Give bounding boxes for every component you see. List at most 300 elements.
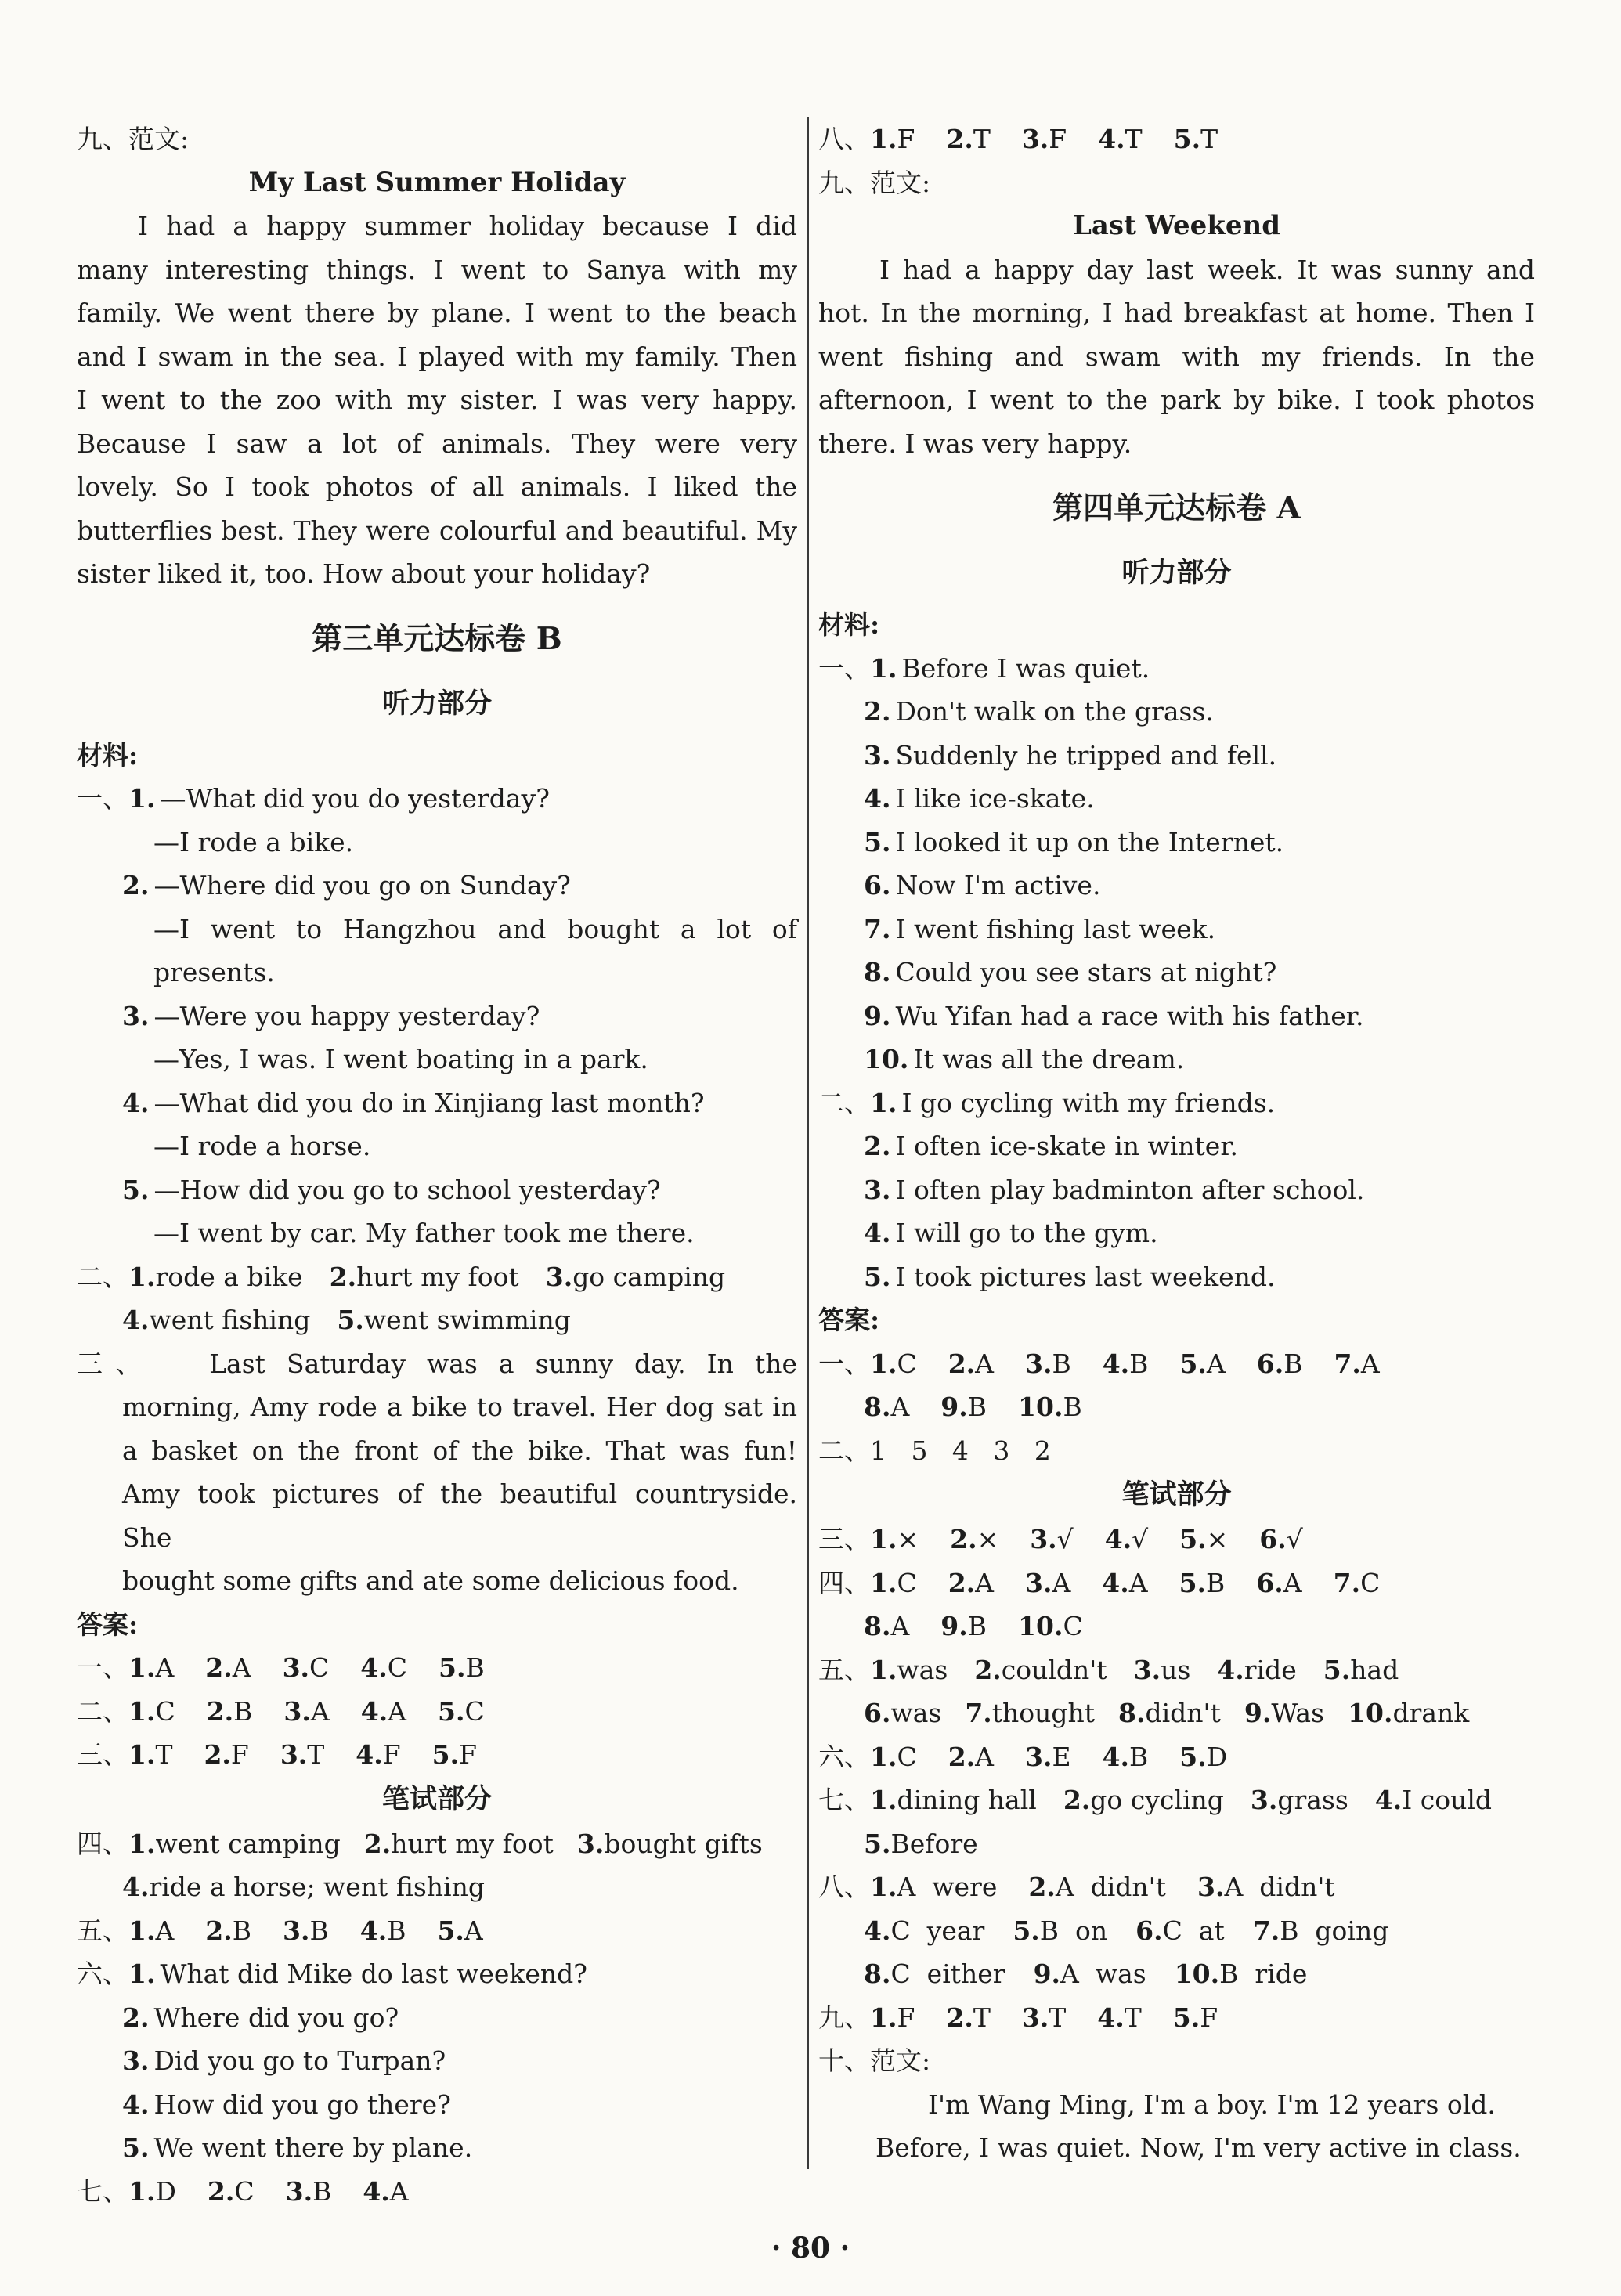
item-number: 4. [122, 2088, 150, 2120]
essay-label: 十、范文: [818, 2045, 931, 2076]
item-answer: T [973, 124, 991, 154]
item-text: —I went to Hangzhou and bought a lot of [153, 913, 797, 944]
item-number: 5. [864, 1261, 891, 1292]
item-answer: F [382, 1739, 401, 1770]
item-text: Suddenly he tripped and fell. [895, 739, 1277, 771]
item-number: 2. [974, 1654, 1002, 1685]
answer-line [818, 1518, 1535, 1561]
item-answer: B [967, 1392, 987, 1422]
item-number: 3. [864, 1174, 891, 1205]
passage-line: Amy took pictures of the beautiful countryside. She [122, 1478, 797, 1553]
item-answer: B [1283, 1348, 1303, 1379]
item-answer: F [459, 1739, 478, 1770]
item-number: 4. [864, 1218, 891, 1248]
item-answer: C year [890, 1915, 985, 1946]
item-answer: F [897, 124, 915, 154]
listening-sentences [818, 1081, 1535, 1299]
item-number: 8. [864, 1958, 891, 1989]
answer-prefix: 六、 [818, 1741, 870, 1772]
item-number: 6. [1135, 1915, 1163, 1946]
item-number: 5. [1173, 124, 1201, 154]
item-answer: B on [1039, 1915, 1108, 1946]
answer-sentences [77, 1952, 797, 2170]
answer-line [77, 1646, 797, 1690]
right-column [818, 117, 1535, 2170]
answer-line [818, 1429, 1535, 1473]
answer-line [818, 1385, 1535, 1429]
item-text: Before I was quiet. [901, 652, 1150, 684]
answer-prefix: 八、 [818, 124, 870, 154]
item-number: 3. [1025, 1567, 1052, 1598]
essay-title: My Last Summer Holiday [248, 166, 626, 198]
unit-heading: 第三单元达标卷 B [312, 620, 562, 657]
item-number: 4. [122, 1087, 150, 1118]
column-divider [807, 117, 809, 2169]
item-answer: E [1052, 1741, 1071, 1772]
list-item [77, 1952, 797, 1996]
item-number: 9. [864, 1000, 891, 1031]
item-answer: C [155, 1695, 175, 1727]
item-number: 2. [1063, 1785, 1091, 1815]
item-number: 1. [870, 652, 897, 684]
item-answer: C at [1162, 1915, 1225, 1946]
item-answer: I could [1402, 1785, 1493, 1815]
item-number: 2. [948, 1567, 976, 1598]
essay-line: afternoon, I went to the park by bike. I took photos [818, 384, 1535, 415]
answer-line [818, 1909, 1535, 1953]
item-answer: went swimming [363, 1305, 571, 1335]
list-item [818, 647, 1535, 691]
item-text: presents. [153, 957, 275, 987]
passage-line: morning, Amy rode a bike to travel. Her dog sat in [122, 1392, 797, 1422]
item-number: 2. [329, 1261, 357, 1292]
list-item [818, 690, 1535, 734]
item-number: 4. [864, 783, 891, 814]
item-number: 7. [1252, 1915, 1280, 1946]
list-item [818, 1125, 1535, 1168]
item-answer: grass [1277, 1785, 1348, 1815]
written-heading: 笔试部分 [381, 1782, 492, 1815]
item-number: 4. [1374, 1785, 1403, 1815]
item-answer: A [1360, 1348, 1380, 1379]
item-number: 1. [128, 1739, 156, 1770]
answer-line [77, 1822, 797, 1866]
item-text: —I went by car. My father took me there. [153, 1218, 695, 1248]
list-item [77, 777, 797, 821]
list-prefix: 一、 [818, 652, 870, 684]
item-number: 1. [870, 1654, 897, 1685]
item-answer: C [234, 2175, 255, 2207]
item-number: 4. [122, 1872, 150, 1902]
item-answer: D [1206, 1741, 1228, 1772]
list-item [77, 1168, 797, 1212]
item-answer: A [155, 1652, 175, 1683]
item-number: 2. [946, 124, 973, 154]
item-answer: F [1049, 124, 1067, 154]
list-item [77, 951, 797, 995]
item-number: 1. [128, 1958, 156, 1989]
item-text: I often ice-skate in winter. [895, 1131, 1238, 1161]
item-answer: Was [1271, 1698, 1325, 1728]
item-answer: drank [1392, 1698, 1470, 1728]
item-text: How did you go there? [153, 2088, 451, 2120]
item-number: 8. [864, 1392, 891, 1422]
item-number: 2. [948, 1741, 976, 1772]
item-answer: ride a horse; went fishing [149, 1872, 485, 1902]
answer-line [818, 117, 1535, 161]
item-number: 5. [1013, 1915, 1040, 1946]
item-number: 5. [864, 826, 891, 857]
item-answer: T [155, 1739, 173, 1770]
item-number: 1. [128, 783, 156, 814]
item-answer: go cycling [1090, 1785, 1224, 1815]
list-item [77, 821, 797, 865]
item-text: I looked it up on the Internet. [895, 826, 1284, 857]
essay-line: I had a happy day last week. It was sunny and [879, 254, 1535, 285]
item-answer: A [975, 1741, 994, 1772]
list-item [818, 951, 1535, 995]
item-answer: B ride [1219, 1958, 1308, 1989]
list-item [77, 1996, 797, 2040]
essay-title: Last Weekend [1073, 210, 1280, 241]
essay-line: family. We went there by plane. I went to the beach [77, 298, 797, 328]
item-answer: hurt my foot [391, 1828, 554, 1859]
item-number: 3. [1025, 1348, 1052, 1379]
item-answer: A [975, 1348, 994, 1379]
item-answer: went camping [155, 1828, 341, 1859]
answer-prefix: 五、 [818, 1654, 870, 1685]
item-answer: B [1063, 1392, 1082, 1422]
item-answer: C [897, 1348, 917, 1379]
answer-line [77, 1909, 797, 1953]
item-text: Now I'm active. [895, 870, 1101, 901]
item-number: 5. [337, 1305, 364, 1335]
list-item [818, 1255, 1535, 1299]
answer-prefix: 八、 [818, 1872, 870, 1902]
answer-label: 答案: [818, 1305, 880, 1335]
list-item [77, 1081, 797, 1125]
item-answer: go camping [572, 1261, 726, 1292]
answer-order: 1 5 4 3 2 [870, 1435, 1051, 1466]
answer-prefix: 四、 [818, 1567, 870, 1598]
answer-line [818, 1996, 1535, 2040]
item-answer: C [387, 1652, 407, 1683]
essay-line: Before, I was quiet. Now, I'm very active in class. [875, 2132, 1522, 2163]
essay-label: 九、范文: [818, 167, 931, 198]
item-answer: B [233, 1695, 253, 1727]
item-number: 5. [437, 1915, 464, 1946]
essay-line: Because I saw a lot of animals. They were very [77, 428, 797, 459]
item-number: 3. [1021, 2002, 1049, 2033]
item-number: 2. [948, 1348, 976, 1379]
item-number: 1. [870, 1524, 897, 1554]
item-number: 4. [1098, 124, 1125, 154]
item-text: Wu Yifan had a race with his father. [895, 1000, 1364, 1031]
list-item [77, 1211, 797, 1255]
item-number: 1. [870, 1348, 897, 1379]
item-answer: A [1052, 1567, 1071, 1598]
answer-line [818, 1561, 1535, 1605]
item-number: 4. [356, 1739, 383, 1770]
item-text: —I rode a bike. [153, 826, 354, 857]
answer-prefix: 九、 [818, 2002, 870, 2033]
item-number: 7. [965, 1698, 992, 1728]
list-item [818, 821, 1535, 865]
item-answer: √ [1286, 1524, 1303, 1554]
written-heading: 笔试部分 [1121, 1478, 1232, 1511]
item-text: Did you go to Turpan? [153, 2045, 446, 2076]
answer-line [818, 1691, 1535, 1735]
item-answer: T [973, 2002, 991, 2033]
item-answer: F [230, 1739, 249, 1770]
item-number: 6. [864, 870, 891, 901]
item-number: 5. [1179, 1348, 1207, 1379]
list-item [77, 2039, 797, 2083]
item-text: —Were you happy yesterday? [153, 1000, 540, 1031]
item-answer: B [465, 1652, 485, 1683]
listening-sentences [818, 647, 1535, 1081]
item-answer: C [1360, 1567, 1381, 1598]
essay-line: I went to the zoo with my sister. I was very happy. [77, 384, 797, 415]
item-number: 5. [439, 1652, 466, 1683]
answer-line [77, 2170, 797, 2214]
answer-prefix: 二、 [77, 1261, 128, 1292]
item-number: 7. [864, 913, 891, 944]
passage-line: a basket on the front of the bike. That was fun! [122, 1435, 797, 1466]
item-answer: T [1125, 124, 1143, 154]
item-number: 3. [864, 739, 891, 771]
item-number: 9. [1244, 1698, 1272, 1728]
item-number: 9. [940, 1611, 968, 1641]
list-prefix: 二、 [818, 1087, 870, 1118]
item-number: 2. [950, 1524, 977, 1554]
item-number: 1. [128, 1695, 156, 1727]
passage [77, 1342, 797, 1603]
item-text: —I rode a horse. [153, 1131, 371, 1161]
list-prefix: 一、 [77, 783, 128, 814]
item-answer: hurt my foot [356, 1261, 519, 1292]
essay-body [818, 248, 1535, 466]
listening-heading: 听力部分 [381, 687, 492, 720]
list-prefix: 六、 [77, 1958, 128, 1989]
item-number: 4. [864, 1915, 891, 1946]
item-answer: was [890, 1698, 942, 1728]
item-number: 6. [864, 1698, 891, 1728]
answer-line [77, 1255, 797, 1299]
item-number: 10. [1018, 1392, 1063, 1422]
item-number: 1. [128, 1261, 156, 1292]
item-number: 3. [1133, 1654, 1161, 1685]
essay-line: and I swam in the sea. I played with my family. Then [77, 341, 797, 372]
item-number: 4. [1097, 2002, 1125, 2033]
item-answer: didn't [1145, 1698, 1221, 1728]
essay-label: 九、范文: [77, 124, 190, 154]
item-text: I went fishing last week. [895, 913, 1216, 944]
answer-line [77, 1298, 797, 1342]
item-answer: was [897, 1654, 948, 1685]
item-answer: × [977, 1524, 999, 1554]
material-label: 材料: [77, 739, 139, 771]
item-answer: thought [991, 1698, 1096, 1728]
item-answer: D [155, 2175, 176, 2207]
item-number: 1. [870, 2002, 897, 2033]
item-number: 10. [1348, 1698, 1393, 1728]
item-number: 4. [363, 2175, 390, 2207]
list-item [818, 1168, 1535, 1212]
list-item [818, 995, 1535, 1038]
list-item [77, 995, 797, 1038]
item-answer: B going [1280, 1915, 1389, 1946]
item-number: 3. [282, 1652, 310, 1683]
item-number: 6. [1259, 1524, 1287, 1554]
item-number: 3. [122, 2045, 150, 2076]
item-text: —Yes, I was. I went boating in a park. [153, 1044, 648, 1074]
item-answer: ride [1244, 1654, 1297, 1685]
list-item [77, 2126, 797, 2170]
item-number: 6. [1256, 1567, 1283, 1598]
item-answer: A were [897, 1872, 998, 1902]
answer-line [818, 1342, 1535, 1386]
item-answer: T [1200, 124, 1218, 154]
item-answer: C [464, 1695, 485, 1727]
item-number: 3. [283, 1695, 311, 1727]
list-item [77, 1125, 797, 1168]
item-number: 4. [1102, 1567, 1129, 1598]
item-answer: A [975, 1567, 994, 1598]
item-number: 5. [122, 1174, 150, 1205]
item-answer: √ [1056, 1524, 1074, 1554]
item-answer: C [309, 1652, 330, 1683]
list-item [818, 1038, 1535, 1081]
item-answer: B [232, 1915, 252, 1946]
item-number: 2. [204, 1739, 231, 1770]
listening-heading: 听力部分 [1121, 557, 1232, 589]
passage-prefix: 三、 [77, 1348, 155, 1379]
item-number: 5. [1179, 1567, 1207, 1598]
listening-dialogues [77, 777, 797, 1255]
item-text: It was all the dream. [913, 1044, 1185, 1074]
item-number: 5. [1172, 2002, 1200, 2033]
answer-prefix: 一、 [818, 1348, 870, 1379]
item-answer: B [387, 1915, 406, 1946]
item-number: 3. [283, 1915, 310, 1946]
item-answer: A [310, 1695, 330, 1727]
item-text: —Where did you go on Sunday? [153, 870, 571, 901]
item-number: 4. [1102, 1741, 1129, 1772]
answer-line [818, 1952, 1535, 1996]
item-number: 8. [1118, 1698, 1146, 1728]
item-number: 3. [1025, 1741, 1052, 1772]
item-answer: B [312, 2175, 332, 2207]
item-number: 5. [1179, 1524, 1207, 1554]
item-number: 2. [864, 696, 891, 727]
item-number: 5. [431, 1739, 460, 1770]
list-item [818, 1081, 1535, 1125]
item-number: 4. [122, 1305, 150, 1335]
essay-line: went fishing and swam with my friends. In the [818, 341, 1535, 372]
item-answer: A [1206, 1348, 1226, 1379]
answer-line [818, 1865, 1535, 1909]
item-number: 3. [1197, 1872, 1225, 1902]
item-number: 2. [864, 1131, 891, 1161]
item-answer: B [1129, 1741, 1149, 1772]
item-answer: C [897, 1741, 917, 1772]
answer-prefix: 二、 [818, 1435, 870, 1466]
item-answer: × [1206, 1524, 1229, 1554]
item-number: 4. [360, 1652, 388, 1683]
item-answer: A was [1060, 1958, 1146, 1989]
item-answer: C [1063, 1611, 1083, 1641]
item-text: Could you see stars at night? [895, 957, 1277, 987]
essay-line: hot. In the morning, I had breakfast at home. Then I [818, 298, 1535, 328]
item-number: 1. [128, 1652, 156, 1683]
item-number: 4. [1102, 1348, 1130, 1379]
item-number: 3. [576, 1828, 605, 1859]
list-item [77, 908, 797, 951]
item-number: 2. [122, 870, 150, 901]
item-answer: A [155, 1915, 175, 1946]
item-text: I will go to the gym. [895, 1218, 1158, 1248]
item-answer: √ [1132, 1524, 1149, 1554]
item-number: 3. [1021, 124, 1049, 154]
essay-line: butterflies best. They were colourful and beautiful. My [77, 514, 797, 546]
item-text: I took pictures last weekend. [895, 1261, 1276, 1292]
essay-line: lovely. So I took photos of all animals. I liked the [77, 471, 797, 502]
item-answer: A didn't [1055, 1872, 1167, 1902]
answer-prefix: 三、 [818, 1524, 870, 1554]
answer-line [818, 1778, 1535, 1822]
answer-prefix: 四、 [77, 1828, 128, 1859]
answer-line [818, 1822, 1535, 1866]
item-answer: B [1206, 1567, 1226, 1598]
item-number: 5. [1323, 1654, 1351, 1685]
unit-heading: 第四单元达标卷 A [1052, 490, 1301, 526]
page-number: · 80 · [771, 2232, 850, 2265]
answer-prefix: 二、 [77, 1695, 128, 1727]
item-number: 4. [1217, 1654, 1244, 1685]
list-item [818, 777, 1535, 821]
item-text: —How did you go to school yesterday? [153, 1174, 661, 1205]
item-number: 5. [864, 1828, 891, 1859]
item-number: 2. [122, 2002, 150, 2033]
item-number: 10. [1018, 1611, 1063, 1641]
item-answer: A [464, 1915, 483, 1946]
answer-line [818, 1648, 1535, 1692]
list-item [77, 1038, 797, 1081]
item-text: Don't walk on the grass. [895, 696, 1214, 727]
item-answer: couldn't [1001, 1654, 1107, 1685]
item-number: 10. [1174, 1958, 1220, 1989]
item-answer: B [967, 1611, 987, 1641]
item-answer: F [897, 2002, 915, 2033]
item-number: 5. [122, 2132, 150, 2163]
item-number: 1. [870, 1741, 897, 1772]
item-number: 7. [1334, 1348, 1361, 1379]
passage-line: bought some gifts and ate some delicious food. [122, 1565, 739, 1596]
item-number: 3. [280, 1739, 308, 1770]
item-answer: Before [890, 1828, 978, 1859]
item-number: 1. [870, 1785, 897, 1815]
list-item [818, 908, 1535, 951]
answer-line [77, 1690, 797, 1734]
item-number: 2. [946, 2002, 973, 2033]
essay-line: sister liked it, too. How about your holiday? [77, 558, 651, 589]
item-number: 1. [870, 1567, 897, 1598]
item-text: I go cycling with my friends. [901, 1087, 1276, 1118]
item-answer: C either [890, 1958, 1005, 1989]
essay-line: there. I was very happy. [818, 428, 1132, 459]
item-number: 1. [128, 1915, 156, 1946]
